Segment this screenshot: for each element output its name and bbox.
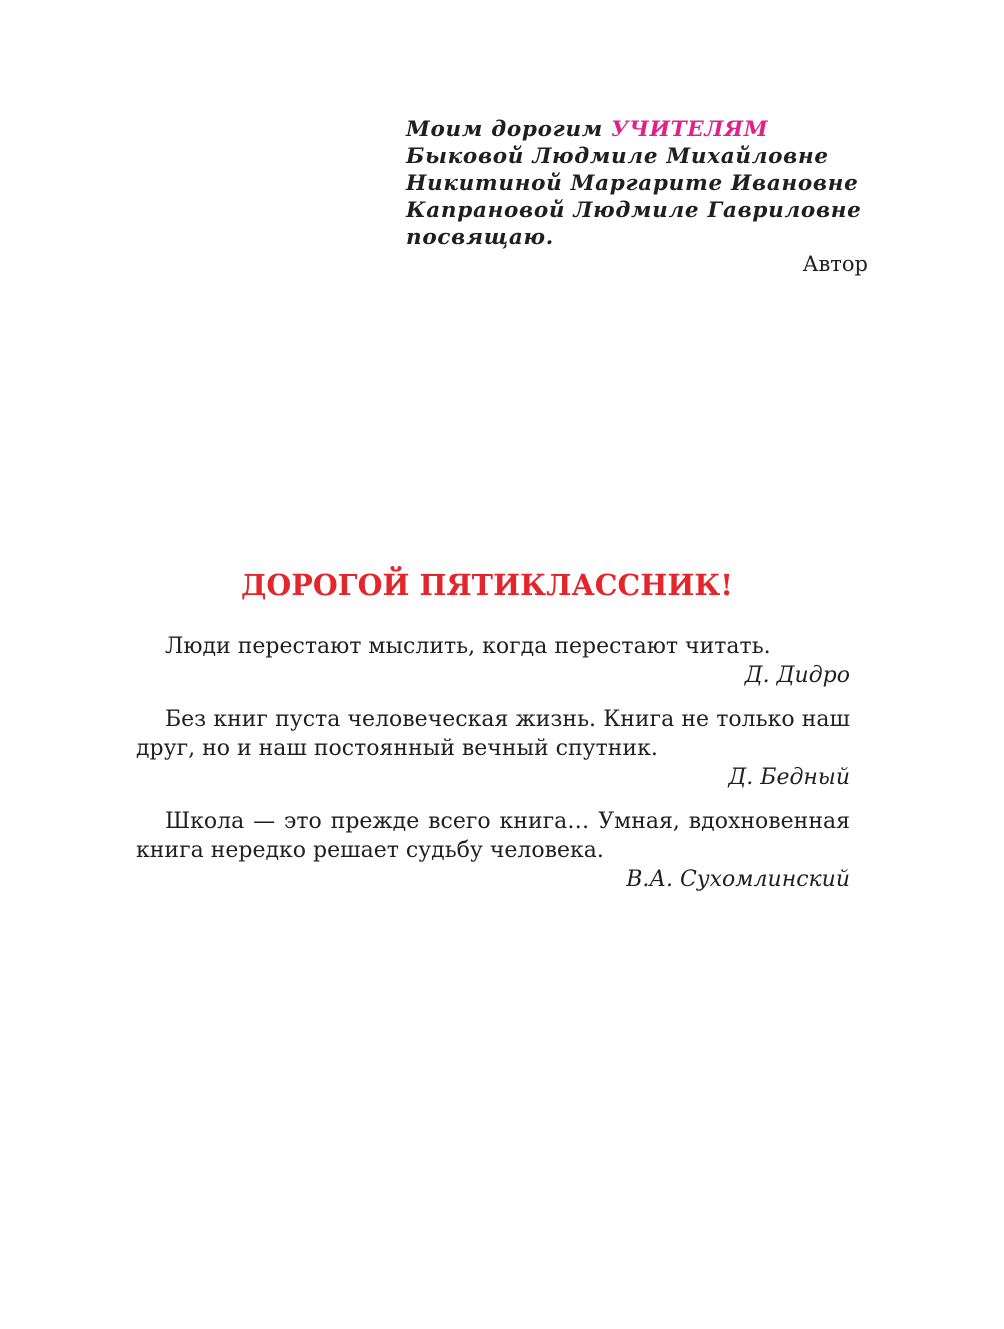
dedication-line-5: посвящаю. [406, 225, 554, 250]
epigraph [136, 632, 850, 690]
epigraph [136, 705, 850, 792]
page-heading: ДОРОГОЙ ПЯТИКЛАССНИК! [240, 568, 734, 602]
dedication-line-2: Быковой Людмиле Михайловне [406, 144, 829, 169]
epigraphs [136, 632, 850, 909]
dedication [406, 116, 868, 278]
epigraph [136, 807, 850, 894]
dedication-author: Автор [802, 252, 868, 276]
epigraph-author: Д. Дидро [744, 663, 850, 688]
epigraph-text: Школа — это прежде всего книга… Умная, вдохновенная книга нередко решает судьбу человека. [136, 809, 850, 863]
epigraph-author: В.А. Сухомлинский [626, 867, 850, 892]
dedication-line-4: Капрановой Людмиле Гавриловне [406, 198, 862, 223]
epigraph-text: Люди перестают мыслить, когда перестают читать. [165, 634, 771, 659]
epigraph-author: Д. Бедный [728, 765, 850, 790]
epigraph-text: Без книг пуста человеческая жизнь. Книга не только наш друг, но и наш постоянный вечный спутник. [136, 707, 850, 761]
dedication-prefix: Моим дорогим [406, 117, 612, 142]
dedication-line-3: Никитиной Маргарите Ивановне [406, 171, 859, 196]
dedication-highlight: УЧИТЕЛЯМ [611, 117, 769, 142]
dedication-line-1 [406, 116, 868, 143]
